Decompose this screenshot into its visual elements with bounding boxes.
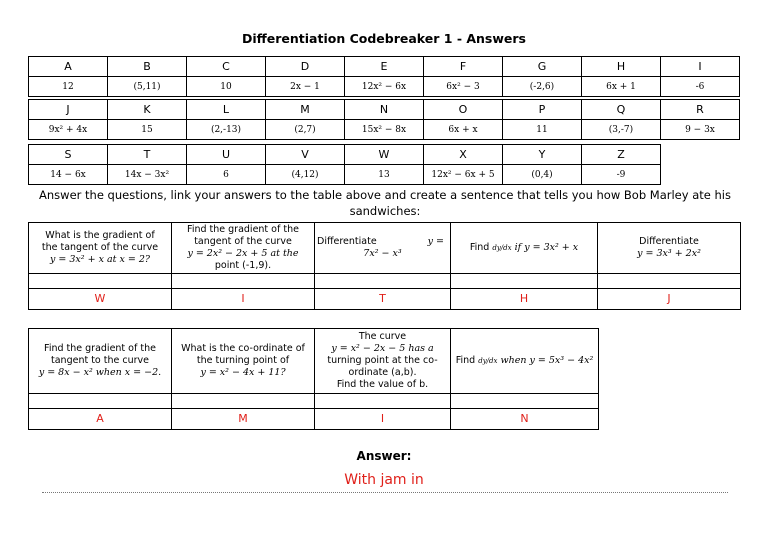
code-letter: T — [108, 145, 187, 165]
code-letter: E — [345, 57, 424, 77]
question-cell — [315, 223, 451, 274]
working-cell — [172, 394, 315, 409]
code-letter: W — [345, 145, 424, 165]
code-letter: I — [661, 57, 740, 77]
code-value: 6x + 1 — [582, 77, 661, 97]
code-value: 13 — [345, 165, 424, 185]
code-value: 15 — [108, 120, 187, 140]
code-value: (-2,6) — [503, 77, 582, 97]
question-text: Differentiate — [639, 236, 699, 247]
code-value: 15x² − 8x — [345, 120, 424, 140]
working-cell — [315, 274, 451, 289]
question-text: turning point at the co- — [327, 355, 438, 366]
question-math: y = x² − 2x − 5 has a — [331, 343, 434, 354]
answer-letter: A — [29, 409, 172, 430]
code-letter: K — [108, 100, 187, 120]
code-letter: F — [424, 57, 503, 77]
code-value: (5,11) — [108, 77, 187, 97]
question-math: y = 3x² + x at x = 2? — [50, 254, 150, 265]
question-text — [315, 236, 450, 248]
code-letter: Z — [582, 145, 661, 165]
question-cell — [172, 223, 315, 274]
question-math: dy/dx — [492, 244, 512, 252]
answer-letter: I — [172, 289, 315, 310]
code-letter: V — [266, 145, 345, 165]
code-value: 14 − 6x — [29, 165, 108, 185]
code-letter: B — [108, 57, 187, 77]
question-text — [451, 355, 598, 367]
code-value: 6x² − 3 — [424, 77, 503, 97]
code-value: 10 — [187, 77, 266, 97]
answer-letter: I — [315, 409, 451, 430]
question-cell — [172, 329, 315, 394]
working-cell — [172, 274, 315, 289]
code-value: 9x² + 4x — [29, 120, 108, 140]
question-math: dy/dx — [478, 357, 498, 365]
code-value: 12 — [29, 77, 108, 97]
code-value: (2,-13) — [187, 120, 266, 140]
code-letter: Q — [582, 100, 661, 120]
question-text: tangent of the curve — [194, 236, 292, 247]
question-text: Find — [469, 242, 490, 253]
question-text: tangent to the curve — [51, 355, 149, 366]
code-value: 9 − 3x — [661, 120, 740, 140]
code-letter: S — [29, 145, 108, 165]
code-value: -6 — [661, 77, 740, 97]
working-cell — [29, 394, 172, 409]
working-cell — [29, 274, 172, 289]
question-cell — [598, 223, 741, 274]
code-value: 6x + x — [424, 120, 503, 140]
question-math: if y = 3x² + x — [514, 242, 579, 253]
working-cell — [451, 274, 598, 289]
answer-letter: T — [315, 289, 451, 310]
question-text: point (-1,9). — [214, 260, 272, 271]
question-cell — [315, 329, 451, 394]
answer-letter: W — [29, 289, 172, 310]
question-text: Find the gradient of the — [187, 224, 299, 235]
code-letter: H — [582, 57, 661, 77]
working-cell — [315, 394, 451, 409]
code-letter: L — [187, 100, 266, 120]
question-table-2 — [28, 328, 599, 430]
answer-letter: H — [451, 289, 598, 310]
answer-line — [42, 492, 728, 493]
answer-letter: N — [451, 409, 599, 430]
code-value: 12x² − 6x + 5 — [424, 165, 503, 185]
question-math: 7x² − x³ — [363, 248, 402, 259]
code-letter: N — [345, 100, 424, 120]
question-text: Find the gradient of the — [44, 343, 156, 354]
question-cell — [29, 329, 172, 394]
question-text: What is the co-ordinate of — [181, 343, 305, 354]
question-text: What is the gradient of — [45, 230, 155, 241]
code-letter: G — [503, 57, 582, 77]
answer-letter: J — [598, 289, 741, 310]
code-value: 6 — [187, 165, 266, 185]
question-cell — [29, 223, 172, 274]
question-cell — [451, 329, 599, 394]
answer-letter: M — [172, 409, 315, 430]
code-value: (4,12) — [266, 165, 345, 185]
question-math: y = x² − 4x + 11? — [200, 367, 286, 378]
question-math: y = 3x³ + 2x² — [637, 248, 701, 259]
answer-text: With jam in — [344, 472, 424, 488]
working-cell — [451, 394, 599, 409]
question-text: Find the value of b. — [336, 379, 429, 390]
code-value: 2x − 1 — [266, 77, 345, 97]
question-math: when y = 5x³ − 4x² — [500, 355, 594, 366]
question-text: Find — [455, 355, 476, 366]
question-text: Differentiate — [317, 236, 377, 247]
code-letter: X — [424, 145, 503, 165]
question-math: y = — [427, 236, 444, 247]
question-text — [451, 242, 597, 254]
question-cell — [451, 223, 598, 274]
code-value: 12x² − 6x — [345, 77, 424, 97]
code-letter: M — [266, 100, 345, 120]
code-letter: D — [266, 57, 345, 77]
question-math: y = 2x² − 2x + 5 at the — [187, 248, 299, 259]
code-value: (2,7) — [266, 120, 345, 140]
question-text: the tangent of the curve — [41, 242, 159, 253]
code-letter: Y — [503, 145, 582, 165]
code-value: (3,-7) — [582, 120, 661, 140]
code-table-3 — [28, 144, 661, 185]
question-math: y = 8x − x² when x = −2. — [38, 367, 162, 378]
code-letter: A — [29, 57, 108, 77]
code-table-1 — [28, 56, 740, 97]
code-table-2 — [28, 99, 740, 140]
question-text: the turning point of — [196, 355, 290, 366]
code-value: 11 — [503, 120, 582, 140]
page-title: Differentiation Codebreaker 1 - Answers — [241, 31, 526, 46]
code-letter: C — [187, 57, 266, 77]
answer-label: Answer: — [356, 449, 412, 463]
question-text: The curve — [358, 331, 407, 342]
code-letter: O — [424, 100, 503, 120]
code-letter: R — [661, 100, 740, 120]
working-cell — [598, 274, 741, 289]
code-value: 14x − 3x² — [108, 165, 187, 185]
code-letter: J — [29, 100, 108, 120]
instructions: Answer the questions, link your answers to the table above and create a sentence that tells you how Bob Marley ate his sandwiches: — [39, 188, 731, 218]
code-letter: P — [503, 100, 582, 120]
question-table-1 — [28, 222, 741, 310]
code-value: (0,4) — [503, 165, 582, 185]
code-letter: U — [187, 145, 266, 165]
code-value: -9 — [582, 165, 661, 185]
question-text: ordinate (a,b). — [348, 367, 417, 378]
